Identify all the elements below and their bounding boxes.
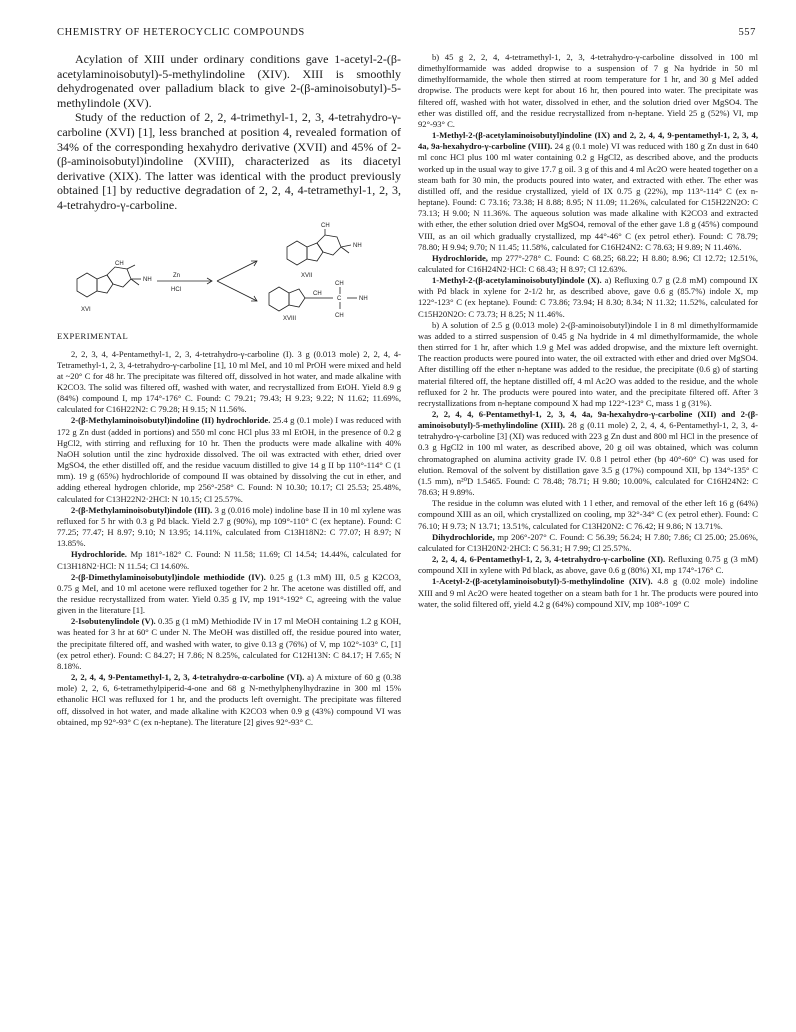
paragraph-body: 4.8 g (0.02 mole) indoline XIII and 9 ml Ac2O were heated together on a steam bath for 1 hr. The products were poured into water, the solid filtered off, yield 4.2 g (64%) compound XIV, mp 108°-109° C xyxy=(418,576,758,609)
page-number: 557 xyxy=(738,27,756,38)
intro-paragraph: Acylation of XIII under ordinary conditions gave 1-acetyl-2-(β-acetylaminoisobutyl)-5-methylindoline (XIV). XIII is smoothly dehydrogenated over palladium black to give 2-(β-aminoisobutyl)-5-methylindole (XV). xyxy=(57,52,401,110)
reaction-scheme xyxy=(57,221,401,321)
intro-paragraph: Study of the reduction of 2, 2, 4-trimethyl-1, 2, 3, 4-tetrahydro-γ-carboline (XVI) [1], less branched at position 4, revealed formation of 34% of the corresponding hexahydro derivative (XVII) and 45% of 2-(β-aminoisobutyl)indoline (XVIII), characterized as its diacetyl derivative (XIX). The latter was identical with the product previously obtained [1] by reductive degradation of 2, 2, 4, 4-tetramethyl-1, 2, 3, 4-tetrahydro-γ-carboline. xyxy=(57,110,401,212)
right-paragraphs xyxy=(418,52,758,610)
experimental-paragraph xyxy=(418,532,758,554)
experimental-paragraph xyxy=(418,275,758,320)
compound-title: 2-(β-Methylaminoisobutyl)indole (III). xyxy=(71,504,213,515)
label-xviii: XVIII xyxy=(283,315,297,321)
label-zn: Zn xyxy=(173,272,181,279)
paragraph-body: 0.35 g (1 mM) Methiodide IV in 17 ml MeOH containing 1.2 g KOH, was heated for 3 hr at 60° C under N. The MeOH was distilled off, the residue poured into water, the precipitate filtered off, and washed with water, to give 0.13 g (76%) of V, mp 102°-103° C, [1] (ex petrol ether). Found: C 84.27; H 7.86; N 8.25%, calculated for C12H13N: C 84.17; H 7.65; N 8.18%. xyxy=(57,616,402,671)
label-nh-xvii: NH xyxy=(353,242,362,249)
experimental-paragraph xyxy=(57,505,401,550)
compound-title: 2, 2, 4, 4, 6-Pentamethyl-1, 2, 3, 4, 4a, 9a-hexahydro-γ-carboline (XII) and 2-(β-aminoisobutyl)-5-methylindoline (XIII). xyxy=(418,409,758,431)
paragraph-body: 0.25 g (1.3 mM) III, 0.5 g K2CO3, 0.75 g MeI, and 10 ml acetone were refluxed together for 2 hr. The acetone was distilled off, and the residue recrystallized from water. Yield 0.35 g IV, mp 191°-192° C, agreeing with the value given in the literature [1]. xyxy=(57,571,401,616)
paragraph-body: b) A solution of 2.5 g (0.013 mole) 2-(β-aminoisobutyl)indole I in 8 ml dimethylformamide was added to a stirred suspension of 0.45 g Na hydride in 4 ml dimethylformamide, the whole then stirred for 1 hr, after which 1.9 g MeI was added dropwise, and the mixture left overnight. The reaction products were poured into water, the oil extracted with ether and dried over MgSO4. After distilling off the ether n-heptane was added to the residue, the precipitate (0.6 g) of starting material filtered off, the heptane distilled off, 4 ml Ac2O was added to the residue, and the whole refluxed for 2 hr. The products were poured into water, and the precipitate filtered off. After 3 recrystallizations from n-heptane compound X had mp 122°-123° C, mass 1 g (31%). xyxy=(418,319,758,408)
label-ch3-bottom-xviii: CH xyxy=(335,312,344,319)
reaction-scheme-drawing xyxy=(57,221,401,321)
experimental-paragraph xyxy=(418,320,758,409)
paragraph-body: 28 g (0.11 mole) 2, 2, 4, 4, 6-Pentamethyl-1, 2, 3, 4-tetrahydro-γ-carboline [3] (XI) was reduced with 223 g Zn dust and 800 ml HCl in the presence of 0.3 g HgCl2 in 100 ml water, as described above, 20 g oil was obtained, which was column chromatographed on alumina activity grade IV. 0.8 l petrol ether (bp 40°-60° C) was used for elution. Removal of the solvent by distillation gave 3.5 g (17%) compound XII, bp 134°-135° C (1.5 mm), n²⁰D 1.5465. Found: C 78.48; 78.71; H 9.80; 10.00%, calculated for C16H24N2: C 78.63; H 9.89%. xyxy=(418,420,758,498)
experimental-paragraph xyxy=(57,572,401,617)
compound-title: 1-Methyl-2-(β-acetylaminoisobutyl)indole (X). xyxy=(432,275,602,286)
experimental-paragraph xyxy=(57,672,401,728)
experimental-paragraph xyxy=(418,498,758,531)
compound-title: Dihydrochloride, xyxy=(432,531,495,542)
xviii-benzene-ring xyxy=(269,287,289,311)
compound-title: 2-(β-Dimethylaminoisobutyl)indole methiodide (IV). xyxy=(71,571,266,582)
paragraph-body: 2, 2, 3, 4, 4-Pentamethyl-1, 2, 3, 4-tetrahydro-γ-carboline (I). 3 g (0.013 mole) 2, 2, 4, 4-Tetramethyl-1, 2, 3, 4-tetrahydro-γ-carboline [1], 10 ml MeI, and 10 ml PrOH were mixed and held at ~20° C for 48 hr. The precipitate was filtered off, dissolved in hot water, and made alkaline with K2CO3. The solid was filtered off, washed with water, and recrystallized from EtOH. Yield 8.9 g (84%) compound I, mp 174°-176° C. Found: C 79.21; 79.43; H 9.23; 9.22; N 11.62; 11.69%, calculated for C16H22N2: C 79.28; H 9.15; N 11.56%. xyxy=(57,348,401,415)
experimental-right xyxy=(418,52,758,610)
label-ch2-xviii: CH xyxy=(313,290,322,297)
paragraph-body: Mp 181°-182° C. Found: N 11.58; 11.69; Cl 14.54; 14.44%, calculated for C13H18N2·HCl: N 11.54; Cl 14.60%. xyxy=(57,549,401,571)
compound-title: 2, 2, 4, 4, 9-Pentamethyl-1, 2, 3, 4-tetrahydro-α-carboline (VI). xyxy=(71,672,305,683)
xvii-benzene-ring xyxy=(287,241,307,265)
label-xvii: XVII xyxy=(301,272,313,279)
compound-title: 1-Methyl-2-(β-acetylaminoisobutyl)indoline (IX) and 2, 2, 4, 4, 9-pentamethyl-1, 2, 3, 4, 4a, 9a-hexahydro-γ-carboline (VIII). xyxy=(418,130,758,152)
label-ch3-xvi: CH xyxy=(115,260,124,267)
label-nh2-xviii: NH xyxy=(359,295,368,302)
intro-section xyxy=(57,52,401,213)
right-column xyxy=(418,52,758,610)
experimental-paragraph xyxy=(418,253,758,275)
paragraph-body: 25.4 g (0.1 mole) I was reduced with 172 g Zn dust (added in portions) and 550 ml conc HCl plus 33 ml EtOH, in the presence of 0.2 g HgCl2, with stirring and refluxing for 10 hr. Then the products were made alkaline with 40% NaOH solution until the zinc hydroxide dissolved. The oil was extracted with ether, dried over MgSO4, the ether distilled off, and the residue vacuum distilled to give 14 g II bp 110°-114° C (1 mm). 19 g (65%) hydrochloride of compound II was obtained by dissolving the cut in ether, and adding ethereal hydrogen chloride, mp 256°-258° C. Found: N 10.30; 10.17; Cl 25.53; 25.48%, calculated for C13H22N2·2HCl: N 10.15; Cl 25.57%. xyxy=(57,415,401,504)
label-c-xviii: C xyxy=(337,295,342,302)
experimental-paragraph xyxy=(57,349,401,416)
paragraph-body: The residue in the column was eluted with 1 l ether, and removal of the ether left 16 g (64%) compound XIII as an oil, which crystallized on cooling, mp 32°-34° C (ex petrol ether). Found: C 76.10; H 9.73; N 13.71; 13.51%, calculated for C13H20N2: C 76.42; H 9.86; N 13.71%. xyxy=(418,498,758,531)
paragraph-body: a) A mixture of 60 g (0.38 mole) 2, 2, 6, 6-tetramethylpiperid-4-one and 68 g N-methylphenylhydrazine in 300 ml 15% ethanolic HCl was refluxed for 1 hr, and the products left overnight. The precipitate was filtered off, dissolved in hot water, and made alkaline with K2CO3 when 0.9 g (43%) compound VI was obtained, mp 92°-93° C (ex n-heptane). The literature [2] gives 92°-93° C. xyxy=(57,672,401,727)
compound-title: 1-Acetyl-2-(β-acetylaminoisobutyl)-5-methylindoline (XIV). xyxy=(432,576,653,587)
running-header xyxy=(57,27,756,43)
compound-title: Hydrochloride, xyxy=(432,252,488,263)
left-paragraphs xyxy=(57,349,401,728)
xviii-pyrroline-ring xyxy=(289,289,305,307)
paragraph-body: Refluxing 0.75 g (3 mM) compound XII in xylene with Pd black, as above, gave 0.6 g (80%) XI, mp 174°-176° C. xyxy=(418,554,758,576)
experimental-paragraph xyxy=(418,130,758,253)
paragraph-body: b) 45 g 2, 2, 4, 4-tetramethyl-1, 2, 3, 4-tetrahydro-γ-carboline dissolved in 100 ml dimethylformamide was added dropwise to a suspension of 7 g Na hydride in 50 ml dimethylformamide, the whole then stirred at room temperature for 1 hr, and 30 g MeI added dropwise. The products were kept for about 16 hr, then poured into water. The precipitate was filtered off, washed with hot water, dissolved in ether, and the solution dried over MgSO4. The ether was distilled off, and the residue recrystallized from n-heptane. Yield 25 g (52%) VI, mp 92°-93° C. xyxy=(418,52,758,129)
label-ch3-xvii: CH xyxy=(321,222,330,229)
label-hcl: HCl xyxy=(171,286,181,293)
compound-title: Hydrochloride. xyxy=(71,549,127,560)
xvi-benzene-ring xyxy=(77,273,97,297)
compound-title: 2-Isobutenylindole (V). xyxy=(71,616,156,627)
experimental-paragraph xyxy=(57,549,401,571)
paragraph-body: 24 g (0.1 mole) VI was reduced with 180 g Zn dust in 640 ml conc HCl plus 100 ml water containing 0.2 g HgCl2, as described above, and the products worked up in the usual way to give 17.7 g oil. 3 g of this and 4 ml Ac2O were heated together on a steam bath for 30 min, the products poured into water, and extracted with ether. The ether was distilled off, and the residue crystallized, yield of IX 0.75 g (22%), mp 113°-114° C (ex n-heptane). Found: C 73.16; 73.38; H 8.88; 8.95; N 11.09; 11.26%, calculated for C15H22N2O: C 73.13; H 9.00; N 11.36%. The aqueous solution was made alkaline with K2CO3 and extracted with ether, the ether solution dried over MgSO4, removal of the ether gave 1.8 g (45%) compound VIII, as an oil which gradually crystallized, mp 44°-46° C (ex petrol ether). Found: C 78.79; 78.80; H 9.94; 9.70; N 11.45; 11.58%, calculated for C16H24N2: C 78.63; H 9.89; N 11.46%. xyxy=(418,141,758,252)
xvi-piperidine-ring xyxy=(107,267,131,287)
xvii-piperidine-ring xyxy=(317,235,341,255)
paragraph-body: a) Refluxing 0.7 g (2.8 mM) compound IX with Pd black in xylene for 2-1/2 hr, as described above, gave 0.6 g (85.7%) indole X, mp 122°-123° C (ex heptane). Found: C 73.86; 73.94; H 8.30; 8.34; N 11.32; 11.52%, calculated for C15H20N2O: C 73.73; H 8.25; N 11.46%. xyxy=(418,275,758,319)
xvi-pyrrole-ring xyxy=(97,275,113,293)
experimental-paragraph xyxy=(57,415,401,504)
label-xvi: XVI xyxy=(81,306,91,313)
label-ch3-top-xviii: CH xyxy=(335,280,344,287)
experimental-paragraph xyxy=(418,576,758,609)
experimental-paragraph xyxy=(418,52,758,130)
xvii-pyrroline-ring xyxy=(307,243,323,261)
journal-title: CHEMISTRY OF HETEROCYCLIC COMPOUNDS xyxy=(57,27,305,38)
paragraph-body: mp 277°-278° C. Found: C 68.25; 68.22; H 8.80; 8.96; Cl 12.72; 12.51%, calculated for C16H24N2·HCl: C 68.43; H 8.97; Cl 12.63%. xyxy=(418,252,758,274)
label-nh-xvi: NH xyxy=(143,276,152,283)
paragraph-body: 3 g (0.016 mole) indoline base II in 10 ml xylene was refluxed for 5 hr with 0.3 g Pd black. Yield 2.7 g (90%), mp 109°-110° C (ex heptane). Found: C 77.25; 77.47; H 8.97; 9.10; N 13.95; 14.11%, calculated from C13H18N2: C 77.07; H 8.97; N 13.85%. xyxy=(57,504,402,549)
experimental-paragraph xyxy=(57,616,401,672)
experimental-left xyxy=(57,331,401,728)
left-column xyxy=(57,52,401,728)
compound-title: 2-(β-Methylaminoisobutyl)indoline (II) hydrochloride. xyxy=(71,415,271,426)
compound-title: 2, 2, 4, 4, 6-Pentamethyl-1, 2, 3, 4-tetrahydro-γ-carboline (XI). xyxy=(432,554,666,565)
experimental-heading: EXPERIMENTAL xyxy=(57,330,129,341)
paragraph-body: mp 206°-207° C. Found: C 56.39; 56.24; H 7.80; 7.86; Cl 25.00; 25.06%, calculated for C13H20N2·2HCl: C 56.31; H 7.99; Cl 25.57%. xyxy=(418,531,758,553)
experimental-paragraph xyxy=(418,409,758,498)
experimental-paragraph xyxy=(418,554,758,576)
